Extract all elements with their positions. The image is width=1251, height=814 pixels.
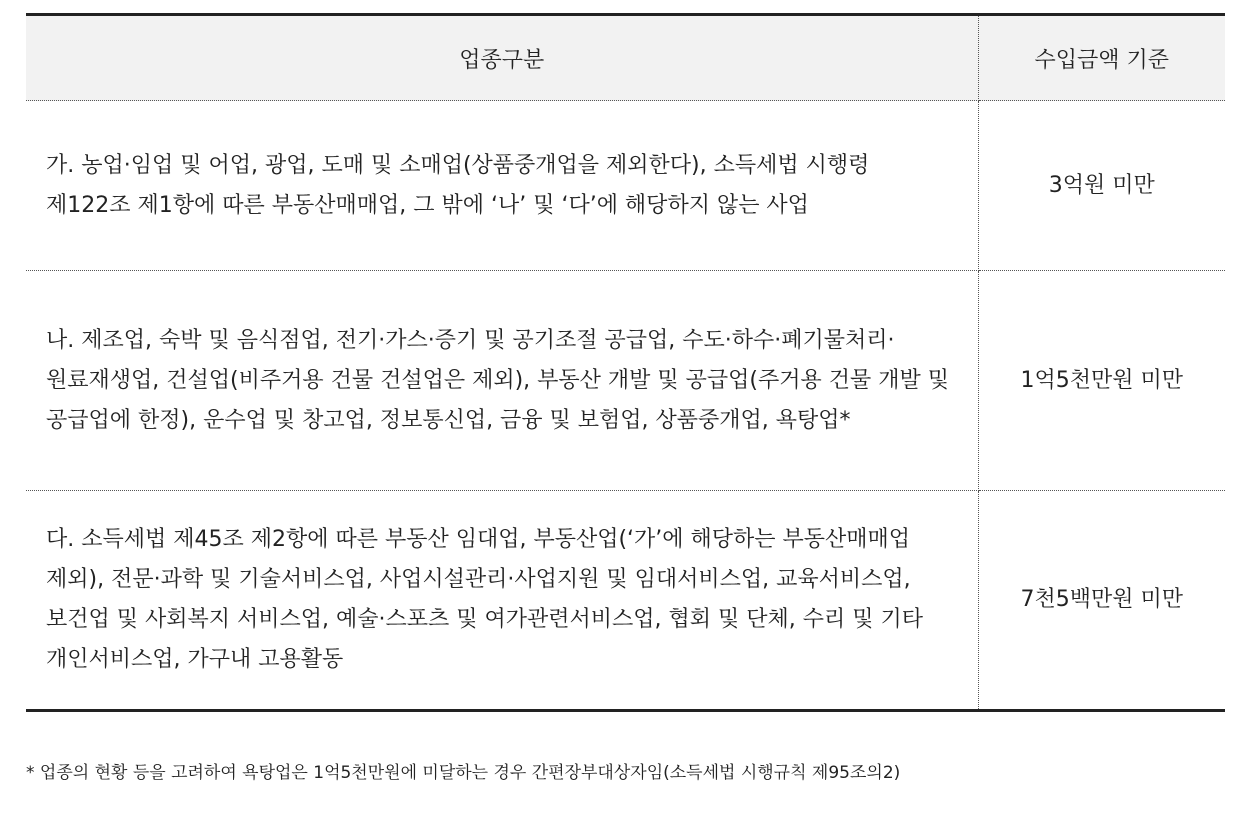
table-header	[26, 15, 1225, 101]
table-row	[26, 101, 1225, 271]
header-business-type: 업종구분	[26, 15, 978, 101]
income-threshold-cell: 1억5천만원 미만	[978, 271, 1225, 491]
header-row	[26, 15, 1225, 101]
income-threshold-cell: 3억원 미만	[978, 101, 1225, 271]
footnote: * 업종의 현황 등을 고려하여 욕탕업은 1억5천만원에 미달하는 경우 간편장부대상자임(소득세법 시행규칙 제95조의2)	[26, 763, 901, 783]
business-type-cell: 나. 제조업, 숙박 및 음식점업, 전기·가스·증기 및 공기조절 공급업, 수도·하수·폐기물처리·원료재생업, 건설업(비주거용 건물 건설업은 제외), 부동산 개발 및 공급업(주거용 건물 개발 및 공급업에 한정), 운수업 및 창고업, 정보통신업, 금융 및 보험업, 상품중개업, 욕탕업*	[26, 271, 978, 491]
table-row	[26, 271, 1225, 491]
header-income-threshold: 수입금액 기준	[978, 15, 1225, 101]
business-threshold-table	[26, 13, 1225, 712]
table-row	[26, 491, 1225, 711]
business-type-cell: 다. 소득세법 제45조 제2항에 따른 부동산 임대업, 부동산업(‘가’에 해당하는 부동산매매업 제외), 전문·과학 및 기술서비스업, 사업시설관리·사업지원 및 임대서비스업, 교육서비스업, 보건업 및 사회복지 서비스업, 예술·스포츠 및 여가관련서비스업, 협회 및 단체, 수리 및 기타 개인서비스업, 가구내 고용활동	[26, 491, 978, 711]
table-body	[26, 101, 1225, 711]
business-threshold-table-container	[26, 13, 1225, 712]
business-type-cell: 가. 농업·임업 및 어업, 광업, 도매 및 소매업(상품중개업을 제외한다), 소득세법 시행령 제122조 제1항에 따른 부동산매매업, 그 밖에 ‘나’ 및 ‘다’에 해당하지 않는 사업	[26, 101, 978, 271]
income-threshold-cell: 7천5백만원 미만	[978, 491, 1225, 711]
